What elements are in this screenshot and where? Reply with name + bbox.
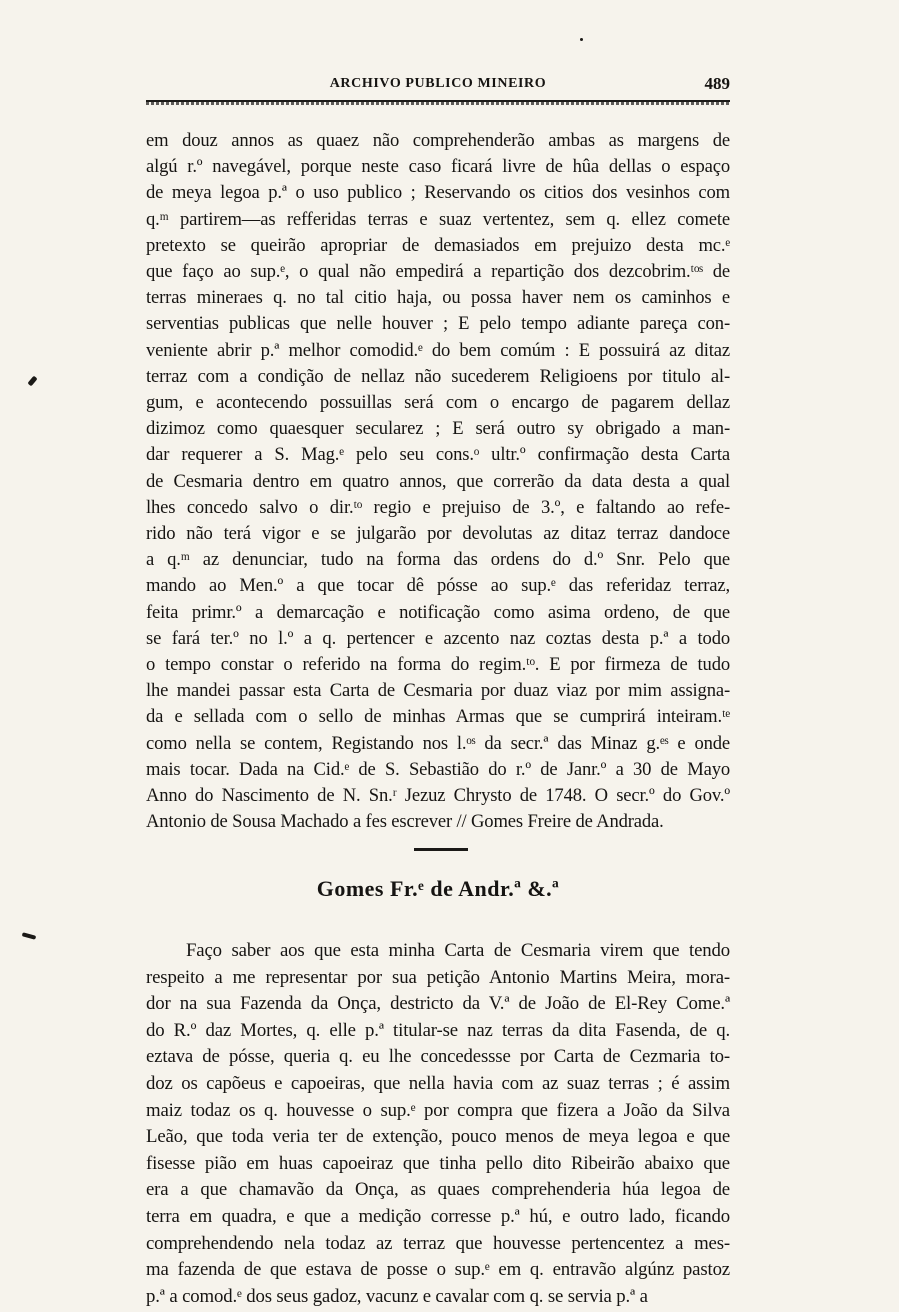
text-line: gum, e acontecendo possuillas será com o encargo de pagarem dellaz [146,392,730,414]
running-head [146,76,730,98]
text-line: a q.ᵐ az denunciar, tudo na forma das ordens do d.º Snr. Pelo que [146,549,730,571]
text-line: terras mineraes q. no tal citio haja, ou possa haver nem os caminhos e [146,287,730,309]
text-line: algú r.º navegável, porque neste caso ficará livre de hûa dellas o espaço [146,156,730,178]
text-line: o tempo constar o referido na forma do regim.ᵗᵒ. E por firmeza de tudo [146,654,730,676]
text-line: de Cesmaria dentro em quatro annos, que correrão da data desta a qual [146,470,730,492]
text-line: comprehendendo nela todaz az terraz que houvesse pertencentez a mes- [146,1232,730,1254]
text-line: feita primr.º a demarcação e notificação como asima ordeno, de que [146,601,730,623]
text-line: como nella se contem, Registando nos l.ᵒˢ da secr.ª das Minaz g.ᵉˢ e onde [146,732,730,754]
paragraph-body-1 [146,128,730,835]
text-line: Anno do Nascimento de N. Sn.ʳ Jezuz Chrysto de 1748. O secr.º do Gov.º [146,785,730,807]
text-line: mando ao Men.º a que tocar dê pósse ao sup.ᵉ das referidaz terraz, [146,575,730,597]
text-line: Faço saber aos que esta minha Carta de Cesmaria virem que tendo [186,940,730,961]
header-rule-ornament [146,102,730,105]
text-line: de meya legoa p.ª o uso publico ; Reservando os citios dos vesinhos com [146,182,730,204]
text-line: se fará ter.º no l.º a q. pertencer e azcento naz coztas desta p.ª a todo [146,627,730,649]
text-line: respeito a me representar por sua petição Antonio Martins Meira, mora- [146,966,730,988]
text-line: lhe mandei passar esta Carta de Cesmaria por duaz viaz por mim assigna- [146,680,730,702]
text-line: em douz annos as quaez não comprehenderão ambas as margens de [146,130,730,151]
text-line: dor na sua Fazenda da Onça, destricto da V.ª de João de El-Rey Come.ª [146,993,730,1015]
text-line: que faço ao sup.ᵉ, o qual não empedirá a repartição dos dezcobrim.ᵗᵒˢ de [146,261,730,283]
page-number: 489 [704,74,730,93]
section-separator [414,848,468,851]
ink-speck [580,38,583,41]
margin-ink-mark [22,932,37,939]
text-line: da e sellada com o sello de minhas Armas que se cumprirá inteiram.ᵗᵉ [146,706,730,728]
text-line: era a que chamavão da Onça, as quaes comprehenderia húa legoa de [146,1179,730,1201]
text-line: pretexto se queirão apropriar de demasiados em prejuizo desta mc.ᵉ [146,234,730,256]
text-line: dizimoz como quaesquer secularez ; E será outro sy obrigado a man- [146,418,730,440]
text-line: Antonio de Sousa Machado a fes escrever // Gomes Freire de Andrada. [146,811,664,833]
text-line: veniente abrir p.ª melhor comodid.ᵉ do bem comúm : E possuirá az ditaz [146,339,730,361]
text-line: serventias publicas que nelle houver ; E pelo tempo adiante pareça con- [146,313,730,335]
text-line: eztava de pósse, queria q. eu lhe concedessse por Carta de Cezmaria to- [146,1046,730,1068]
text-line: q.ᵐ partirem—as refferidas terras e suaz vertentez, sem q. ellez comete [146,208,730,230]
text-line: doz os capõeus e capoeiras, que nella havia com az suaz terras ; é assim [146,1072,730,1094]
text-line: Leão, que toda veria ter de extenção, pouco menos de meya legoa e que [146,1126,730,1148]
text-line: lhes concedo salvo o dir.ᵗᵒ regio e prejuiso de 3.º, e faltando ao refe- [146,496,730,518]
text-line: p.ª a comod.ᵉ dos seus gadoz, vacunz e cavalar com q. se servia p.ª a [146,1285,648,1307]
paragraph-body-2 [146,938,730,1310]
text-line: do R.º daz Mortes, q. elle p.ª titular-se naz terras da dita Fasenda, de q. [146,1019,730,1041]
text-line: rido não terá vigor e se julgarão por devolutas az ditaz terraz dandoce [146,523,730,545]
text-line: mais tocar. Dada na Cid.ᵉ de S. Sebastião do r.º de Janr.º a 30 de Mayo [146,758,730,780]
running-title: ARCHIVO PUBLICO MINEIRO [329,76,547,91]
text-line: ma fazenda de que estava de posse o sup.ᵉ em q. entravão algúnz pastoz [146,1259,730,1281]
margin-ink-mark [27,376,37,387]
text-line: terraz com a condição de nellaz não sucederem Religioens por titulo al- [146,365,730,387]
text-line: dar requerer a S. Mag.ᵉ pelo seu cons.ᵒ ultr.º confirmação desta Carta [146,444,730,466]
text-line: terra em quadra, e que a medição corresse p.ª hú, e outro lado, ficando [146,1205,730,1227]
text-line: fisesse pião em huas capoeiraz que tinha pello dito Ribeirão abaixo que [146,1152,730,1174]
text-line: maiz todaz os q. houvesse o sup.ᵉ por compra que fizera a João da Silva [146,1099,730,1121]
section-heading: Gomes Fr.ᵉ de Andr.ª &.ª [316,876,560,901]
